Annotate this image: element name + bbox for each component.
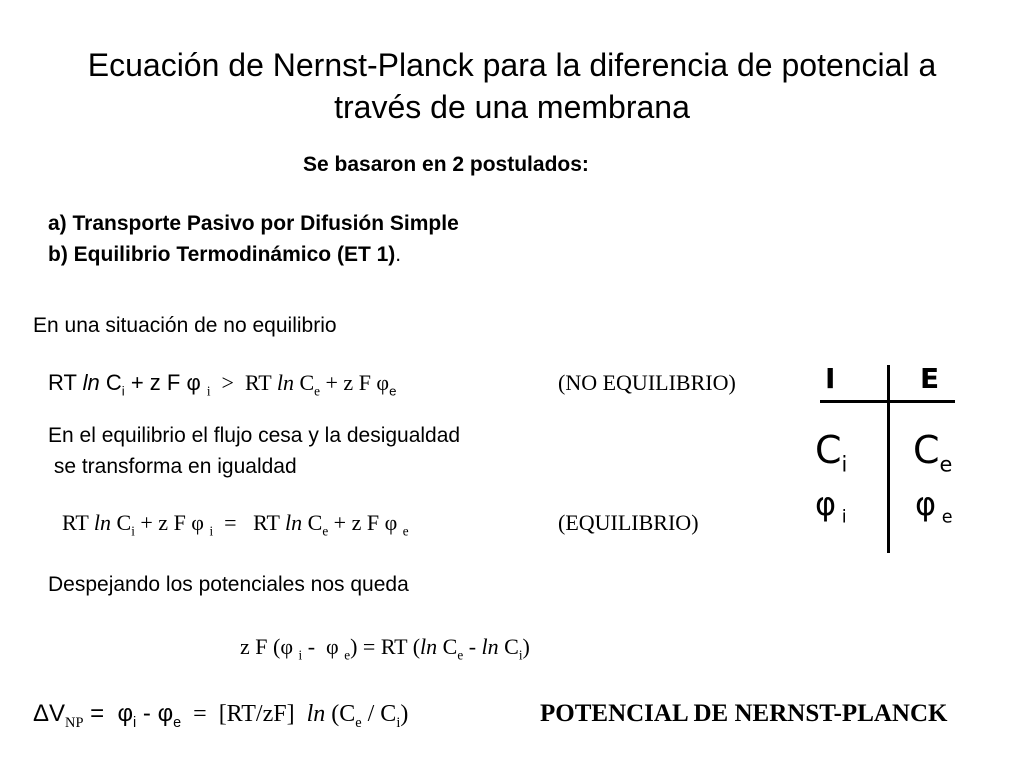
eq2-phi-sub: i: [209, 523, 214, 539]
eq1-rhs-rt: RT: [244, 370, 277, 395]
postulados-heading: Se basaron en 2 postulados:: [303, 153, 589, 176]
no-equilibrio-label: (NO EQUILIBRIO): [558, 370, 736, 395]
diagram-phi-interior: [815, 485, 847, 527]
eq2-operator: =: [213, 510, 254, 535]
eq3-phi-e-sub: e: [344, 647, 351, 663]
eq3-minus: - φ: [302, 634, 345, 659]
eq3-c: C: [437, 634, 458, 659]
equilibrio-description: [48, 420, 568, 482]
eq2-rhs-phi-sub: e: [402, 523, 409, 539]
eq2-c: C: [111, 510, 132, 535]
equation-no-equilibrio: [48, 370, 396, 399]
eq4-slash: / C: [361, 701, 397, 727]
eq2-rhs-ln: ln: [285, 510, 303, 535]
eq2-rhs-zf: + z F φ: [328, 510, 403, 535]
eq1-rhs-c-sub: e: [314, 383, 321, 399]
despejando-text: Despejando los potenciales nos queda: [48, 573, 409, 596]
eq3-minus-2: -: [463, 634, 482, 659]
eq3-end: ): [522, 634, 530, 659]
eq2-zf: + z F φ: [134, 510, 210, 535]
eq4-c-e-sub: e: [355, 714, 362, 731]
eq1-phi-sub: i: [206, 383, 211, 399]
diagram-phie-sub: e: [936, 507, 953, 528]
eq4-minus: - φ: [136, 700, 174, 727]
diagram-phie-letter: φ: [915, 485, 937, 523]
eq3-c-2: C: [498, 634, 519, 659]
diagram-header-interior: I: [825, 362, 836, 395]
eq3-ln-2: ln: [481, 634, 499, 659]
eq3-ln: ln: [420, 634, 438, 659]
no-equilibrio-intro: En una situación de no equilibrio: [33, 314, 337, 337]
eq1-rhs-zf: + z F φ: [320, 370, 390, 395]
eq3-phi-i-sub: i: [298, 647, 303, 663]
diagram-phi-exterior: [915, 485, 953, 527]
equilibrio-label: (EQUILIBRIO): [558, 510, 699, 535]
diagram-ce-sub: e: [939, 452, 953, 477]
slide-title-line-1: Ecuación de Nernst-Planck para la diferencia de potencial a: [87, 47, 937, 83]
equilibrio-description-line-2: se transforma en igualdad: [48, 455, 297, 478]
eq1-rt: RT: [48, 370, 83, 395]
postulado-a: a) Transporte Pasivo por Difusión Simple: [48, 212, 459, 235]
diagram-ci-letter: C: [815, 428, 842, 472]
eq3-mid: ) = RT (: [350, 634, 421, 659]
diagram-ci-sub: i: [841, 452, 848, 477]
nernst-planck-label: POTENCIAL DE NERNST-PLANCK: [540, 700, 948, 727]
eq2-rhs-rt: RT: [253, 510, 285, 535]
equation-nernst-planck: [33, 700, 408, 732]
eq1-rhs-ln: ln: [276, 370, 294, 395]
eq2-c-sub: i: [131, 523, 135, 539]
eq4-end: ): [400, 701, 409, 727]
eq1-rhs-phi-sub: e: [389, 383, 397, 399]
eq3-start: z F (φ: [240, 634, 299, 659]
equilibrio-description-line-1: En el equilibrio el flujo cesa y la desigualdad: [48, 424, 461, 447]
equation-despejada: [240, 634, 530, 663]
eq4-delta-v: ΔV: [33, 700, 66, 727]
eq1-zf: + z F φ: [124, 370, 207, 395]
eq2-rhs-c: C: [302, 510, 323, 535]
eq4-phi-e-sub: e: [173, 714, 182, 731]
eq1-ln: ln: [82, 370, 100, 395]
diagram-c-interior: [815, 428, 847, 477]
slide-title: [0, 44, 1024, 128]
eq4-c-i-sub: i: [396, 714, 401, 731]
eq3-c-i-sub: i: [518, 647, 523, 663]
slide-title-line-2: través de una membrana: [334, 89, 690, 125]
diagram-c-exterior: [913, 428, 952, 477]
eq1-rhs-c: C: [293, 370, 315, 395]
diagram-phii-sub: i: [836, 507, 847, 528]
eq4-phi-i-sub: i: [133, 714, 137, 731]
diagram-membrane-line: [887, 365, 890, 553]
eq2-rt: RT: [62, 510, 94, 535]
eq4-ln: ln: [306, 701, 326, 727]
eq4-eq: = φ: [83, 700, 134, 727]
postulado-b: [48, 243, 401, 267]
postulado-b-period: .: [395, 243, 402, 266]
eq1-c-sub: i: [121, 383, 125, 399]
eq1-c: C: [99, 370, 122, 395]
eq3-c-e-sub: e: [457, 647, 464, 663]
diagram-phii-letter: φ: [815, 485, 837, 523]
eq2-rhs-c-sub: e: [322, 523, 329, 539]
equation-equilibrio: [62, 510, 409, 539]
eq4-paren: (C: [325, 701, 356, 727]
eq2-ln: ln: [93, 510, 112, 535]
postulado-b-text: b) Equilibrio Termodinámico (ET 1): [48, 243, 396, 266]
eq4-np-sub: NP: [65, 714, 84, 731]
diagram-ce-letter: C: [913, 428, 940, 472]
eq4-eq-2: = [RT/zF]: [181, 701, 307, 727]
membrane-diagram: [805, 360, 965, 555]
diagram-header-exterior: E: [920, 362, 940, 395]
eq1-operator: >: [210, 370, 245, 395]
